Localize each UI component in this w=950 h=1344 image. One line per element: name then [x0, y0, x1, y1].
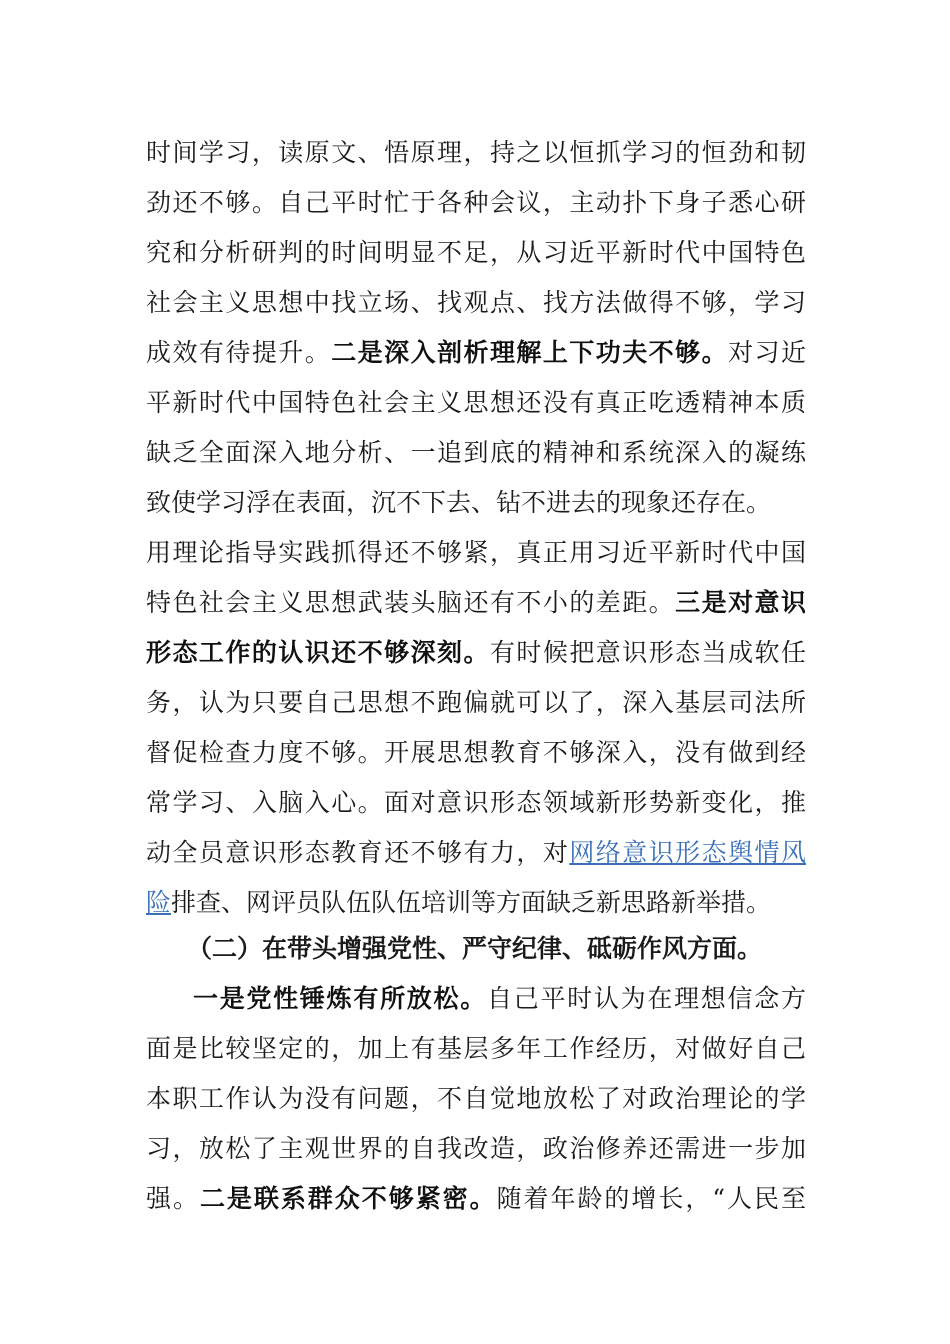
text-run: 对习近 [728, 338, 806, 367]
paragraph-line [146, 428, 806, 478]
paragraph-line [146, 128, 806, 178]
paragraph-line [146, 828, 806, 878]
text-run: 特色社会主义思想武装头脑还有不小的差距。 [146, 588, 676, 617]
hyperlink[interactable]: 网络意识形态舆情风 [569, 838, 806, 867]
text-run: 常学习、入脑入心。面对意识形态领域新形势新变化，推 [146, 788, 806, 817]
text-run: 劲还不够。自己平时忙于各种会议，主动扑下身子悉心研 [146, 188, 806, 217]
text-run: 面是比较坚定的，加上有基层多年工作经历，对做好自己 [146, 1034, 806, 1063]
bold-point-heading: 二是深入剖析理解上下功夫不够。 [331, 338, 729, 367]
text-run: 习，放松了主观世界的自我改造，政治修养还需进一步加 [146, 1134, 806, 1163]
text-run: 缺乏全面深入地分析、一追到底的精神和系统深入的凝练 [146, 438, 806, 467]
bold-point-heading: 二是联系群众不够紧密。 [199, 1184, 497, 1213]
paragraph-line [146, 378, 806, 428]
text-run: 本职工作认为没有问题，不自觉地放松了对政治理论的学 [146, 1084, 806, 1113]
paragraph-line [146, 478, 806, 528]
text-run: 有时候把意识形态当成软任 [489, 638, 806, 667]
paragraph-line [146, 278, 806, 328]
section-heading [187, 924, 787, 974]
text-run: 强。 [146, 1184, 200, 1213]
paragraph-line [146, 328, 806, 378]
paragraph-line [146, 1024, 806, 1074]
bold-point-heading: 形态工作的认识还不够深刻。 [146, 638, 490, 667]
paragraph-line [146, 1174, 806, 1224]
paragraph-line [146, 778, 806, 828]
text-run: 社会主义思想中找立场、找观点、找方法做得不够，学习 [146, 288, 806, 317]
paragraph-line [146, 628, 806, 678]
text-run: 时间学习，读原文、悟原理，持之以恒抓学习的恒劲和韧 [146, 138, 806, 167]
hyperlink[interactable]: 险 [146, 888, 172, 917]
paragraph-line [146, 678, 806, 728]
section-heading-text: （二）在带头增强党性、严守纪律、砥砺作风方面。 [187, 934, 763, 963]
text-run: 致使学习浮在表面，沉不下去、钻不进去的现象还存在。 [146, 488, 772, 517]
paragraph-line [146, 1074, 806, 1124]
paragraph-line [146, 728, 806, 778]
paragraph-line [146, 178, 806, 228]
paragraph-line [193, 974, 806, 1024]
text-run: 随着年龄的增长，“人民至 [496, 1184, 806, 1213]
bold-point-heading: 三是对意识 [675, 588, 806, 617]
text-run: 平新时代中国特色社会主义思想还没有真正吃透精神本质 [146, 388, 806, 417]
paragraph-line [146, 578, 806, 628]
text-run: 务，认为只要自己思想不跑偏就可以了，深入基层司法所 [146, 688, 806, 717]
text-run: 用理论指导实践抓得还不够紧，真正用习近平新时代中国 [146, 538, 806, 567]
paragraph-line [146, 228, 806, 278]
bold-point-heading: 一是党性锤炼有所放松。 [193, 984, 487, 1013]
text-run: 自己平时认为在理想信念方 [487, 984, 806, 1013]
paragraph-line [146, 528, 806, 578]
text-run: 排查、网评员队伍队伍培训等方面缺乏新思路新举措。 [171, 888, 772, 917]
paragraph-line [146, 878, 806, 928]
text-run: 究和分析研判的时间明显不足，从习近平新时代中国特色 [146, 238, 806, 267]
text-run: 督促检查力度不够。开展思想教育不够深入，没有做到经 [146, 738, 806, 767]
paragraph-line [146, 1124, 806, 1174]
text-run: 动全员意识形态教育还不够有力，对 [146, 838, 570, 867]
text-run: 成效有待提升。 [146, 338, 332, 367]
